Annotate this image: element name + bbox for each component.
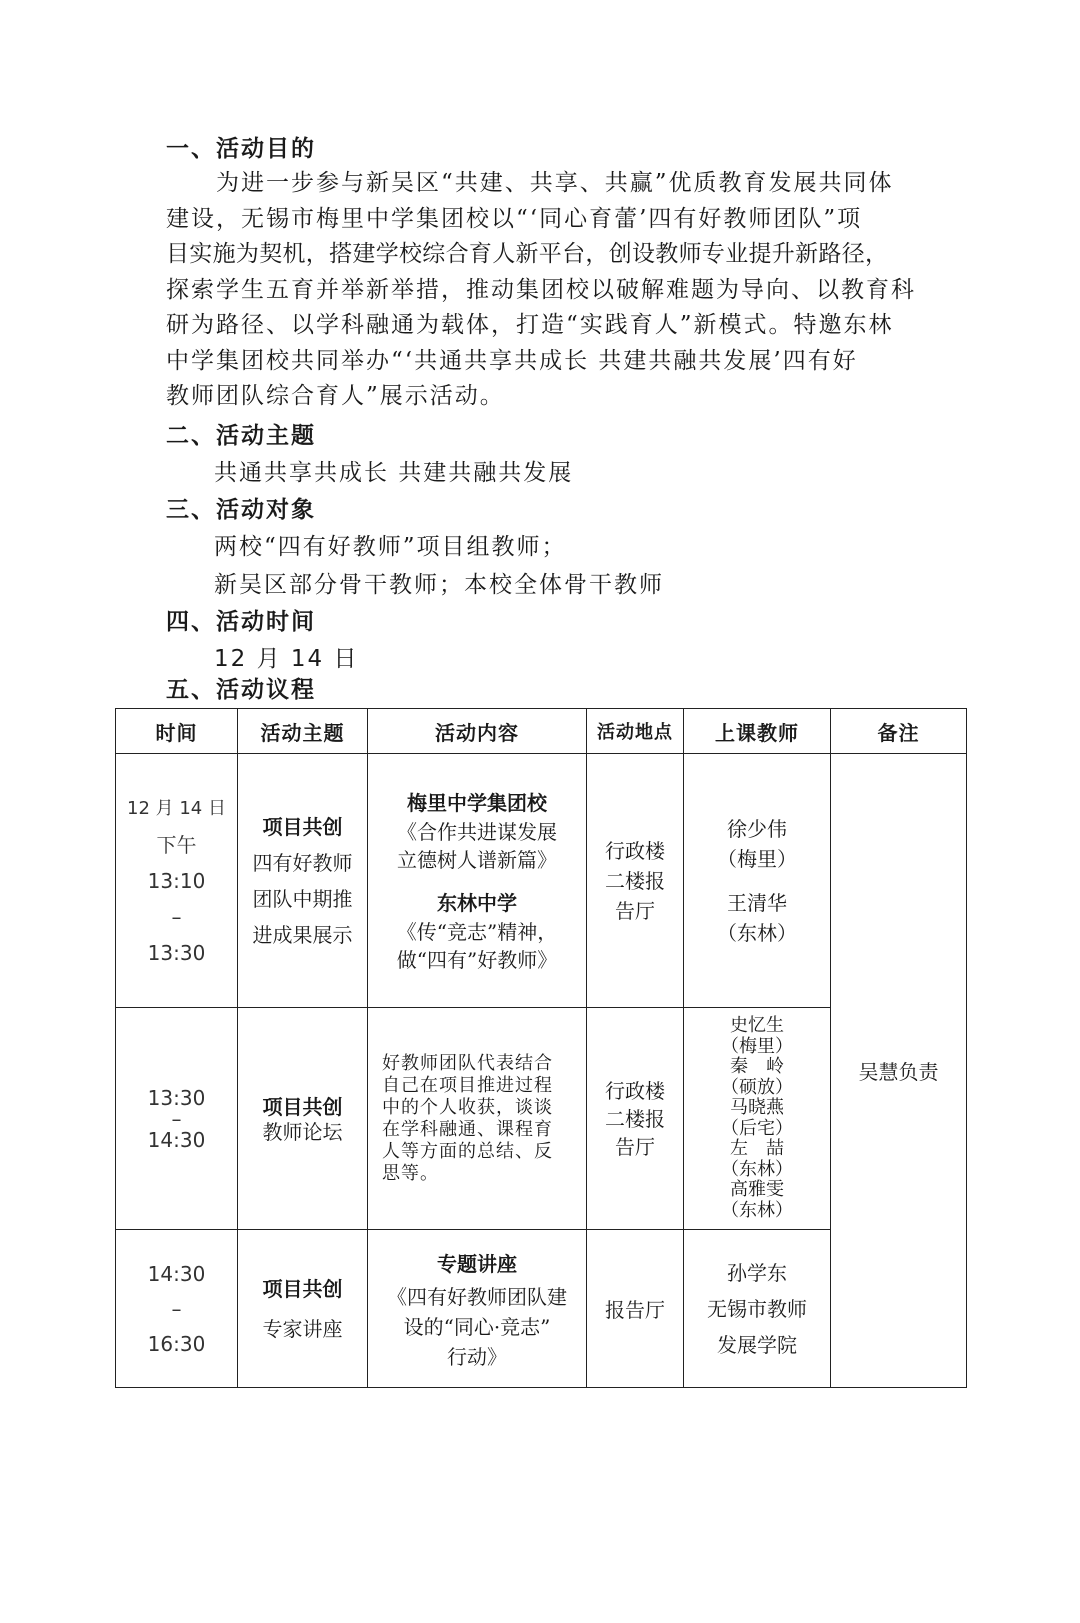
content-title: 梅里中学集团校: [407, 790, 547, 815]
row3-theme: [238, 1230, 368, 1388]
agenda-table: [115, 708, 967, 1388]
content-line: 在学科融通、课程育: [382, 1118, 553, 1140]
row2-teachers: [684, 1008, 831, 1230]
audience-line-1: 两校“四有好教师”项目组教师；: [214, 534, 567, 560]
teacher-school: （东林）: [721, 1158, 793, 1180]
theme-line: 团队中期推: [252, 886, 353, 911]
section-heading-audience: 三、活动对象: [166, 497, 316, 523]
table-header-row: [116, 709, 967, 754]
header-time: 时间: [116, 709, 238, 754]
purpose-line: 探索学生五育并举新举措，推动集团校以破解难题为导向、以教育科: [166, 276, 916, 303]
purpose-line: 目实施为契机，搭建学校综合育人新平台，创设教师专业提升新路径，: [166, 241, 889, 267]
purpose-line: 教师团队综合育人”展示活动。: [166, 383, 505, 409]
row3-time: [116, 1230, 238, 1388]
time-text: –: [171, 1106, 182, 1131]
location-line: 行政楼: [605, 1078, 665, 1103]
theme-line: 四有好教师: [252, 850, 353, 875]
theme-text: 共通共享共成长 共建共融共发展: [214, 460, 574, 486]
row1-time: [116, 754, 238, 1008]
purpose-line: 中学集团校共同举办“‘共通共享共成长 共建共融共发展’四有好: [166, 347, 858, 374]
teacher-affiliation: 无锡市教师: [707, 1296, 807, 1321]
teacher-school: （梅里）: [721, 1035, 793, 1057]
section-heading-theme: 二、活动主题: [166, 423, 316, 449]
row1-theme: [238, 754, 368, 1008]
row2-theme: [238, 1008, 368, 1230]
teacher-name: 马晓燕: [730, 1097, 784, 1118]
table-row: [116, 754, 967, 1008]
header-note: 备注: [831, 709, 967, 754]
teacher-name: 孙学东: [727, 1260, 787, 1285]
row2-location: [587, 1008, 684, 1230]
teacher-school: （东林）: [721, 1199, 793, 1221]
content-line: 《合作共进谋发展: [397, 819, 557, 844]
row1-content: [368, 754, 587, 1008]
location-line: 告厅: [615, 898, 655, 923]
purpose-line: 为进一步参与新吴区“共建、共享、共赢”优质教育发展共同体: [166, 170, 894, 196]
time-text: 13:30: [147, 1085, 206, 1110]
time-text: 下午: [156, 832, 197, 857]
header-teacher: 上课教师: [684, 709, 831, 754]
content-line: 立德树人谱新篇》: [397, 847, 557, 872]
location-line: 二楼报: [605, 1106, 665, 1131]
teacher-name: 秦 岭: [730, 1056, 784, 1077]
teacher-name: 王清华: [727, 890, 787, 915]
content-line: 《四有好教师团队建: [387, 1284, 567, 1309]
teacher-name: 左 喆: [730, 1138, 784, 1159]
teacher-name: 高雅雯: [730, 1179, 784, 1200]
teacher-school: （后宅）: [721, 1117, 793, 1139]
content-title: 东林中学: [437, 890, 517, 915]
header-content: 活动内容: [368, 709, 587, 754]
section-heading-purpose: 一、活动目的: [166, 136, 316, 162]
purpose-line: 研为路径、以学科融通为载体，打造“实践育人”新模式。特邀东林: [166, 312, 894, 338]
teacher-school: （东林）: [717, 920, 797, 945]
time-text: 13:30: [147, 940, 206, 965]
theme-title: 项目共创: [262, 1276, 343, 1301]
content-line: 思等。: [382, 1162, 439, 1184]
theme-title: 项目共创: [262, 814, 343, 839]
location-line: 二楼报: [605, 868, 665, 893]
header-theme: 活动主题: [238, 709, 368, 754]
row3-content: [368, 1230, 587, 1388]
content-line: 行动》: [447, 1344, 507, 1369]
time-text: 14:30: [147, 1261, 206, 1286]
row1-teachers: [684, 754, 831, 1008]
header-location: 活动地点: [587, 709, 684, 754]
time-text: 16:30: [147, 1331, 206, 1356]
location-line: 行政楼: [605, 838, 665, 863]
content-line: 设的“同心·竞志”: [403, 1314, 551, 1339]
content-line: 做“四有”好教师》: [396, 947, 558, 972]
row2-time: [116, 1008, 238, 1230]
content-line: 中的个人收获，谈谈: [382, 1096, 553, 1118]
teacher-name: 徐少伟: [727, 816, 787, 841]
purpose-paragraph: [166, 166, 916, 415]
teacher-school: （梅里）: [717, 846, 797, 871]
time-text: 12 月 14 日: [127, 797, 226, 819]
content-line: 人等方面的总结、反: [382, 1140, 553, 1162]
teacher-school: （硕放）: [721, 1076, 793, 1098]
row3-location: 报告厅: [587, 1230, 684, 1388]
teacher-affiliation: 发展学院: [717, 1332, 797, 1357]
time-text: –: [171, 904, 182, 929]
content-line: 好教师团队代表结合: [382, 1052, 553, 1074]
row2-content: [368, 1008, 587, 1230]
time-text: –: [171, 1296, 182, 1321]
purpose-line: 建设，无锡市梅里中学集团校以“‘同心育蕾’四有好教师团队”项: [166, 205, 863, 232]
section-heading-time: 四、活动时间: [166, 609, 316, 635]
theme-line: 专家讲座: [262, 1316, 343, 1341]
row1-location: [587, 754, 684, 1008]
content-title: 专题讲座: [437, 1251, 517, 1276]
time-text: 13:10: [147, 868, 206, 893]
activity-date: 12 月 14 日: [214, 646, 359, 672]
theme-line: 进成果展示: [252, 922, 353, 947]
audience-line-2: 新吴区部分骨干教师；本校全体骨干教师: [214, 572, 664, 598]
section-heading-agenda: 五、活动议程: [166, 677, 316, 703]
time-text: 14:30: [147, 1127, 206, 1152]
theme-line: 教师论坛: [262, 1119, 343, 1144]
teacher-name: 史忆生: [730, 1015, 784, 1036]
theme-title: 项目共创: [262, 1094, 343, 1119]
row3-teachers: [684, 1230, 831, 1388]
content-line: 《传“竞志”精神，: [396, 919, 558, 944]
note-cell: 吴慧负责: [831, 754, 967, 1388]
location-line: 告厅: [615, 1134, 655, 1159]
content-line: 自己在项目推进过程: [382, 1074, 553, 1096]
